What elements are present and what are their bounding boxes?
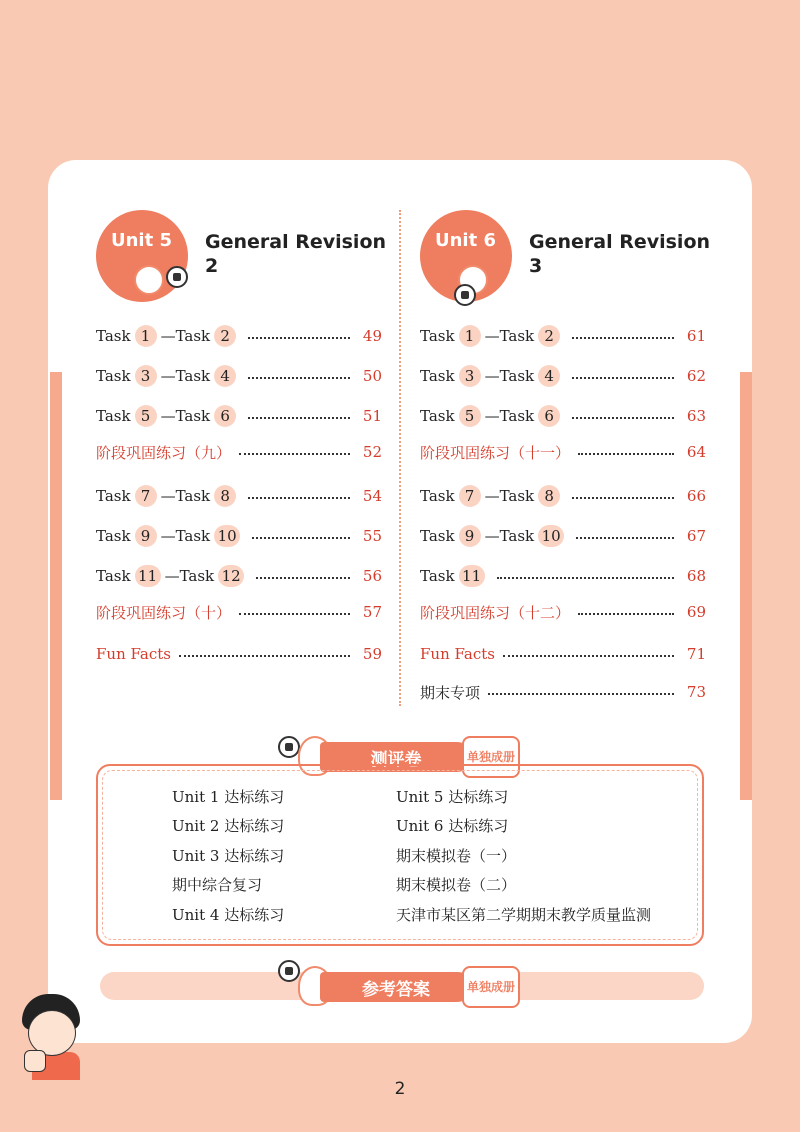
toc-entry-label bbox=[96, 365, 240, 387]
task-word: —Task bbox=[484, 487, 535, 505]
toc-entry-label bbox=[420, 365, 564, 387]
toc-entry-label bbox=[96, 485, 240, 507]
toc-entry-label bbox=[96, 525, 244, 547]
toc-row[interactable] bbox=[420, 363, 706, 389]
page-number-ref: 50 bbox=[362, 367, 382, 385]
task-word: Task bbox=[96, 327, 131, 345]
task-word: Task bbox=[96, 407, 131, 425]
dot-leader bbox=[497, 577, 674, 579]
toc-row[interactable] bbox=[420, 641, 706, 667]
toc-entry-label bbox=[420, 405, 564, 427]
soccer-ball-icon bbox=[166, 266, 188, 288]
task-number-badge: 4 bbox=[538, 365, 560, 387]
page-number-ref: 62 bbox=[686, 367, 706, 385]
toc-entry-label: 期末专项 bbox=[420, 683, 481, 702]
quiz-item[interactable]: Unit 5 达标练习 bbox=[396, 788, 509, 806]
dot-leader bbox=[576, 537, 674, 539]
page-number-ref: 69 bbox=[686, 603, 706, 621]
task-number-badge: 7 bbox=[459, 485, 481, 507]
page-number-ref: 57 bbox=[362, 603, 382, 621]
toc-entry-label: 阶段巩固练习（十二） bbox=[420, 603, 571, 622]
toc-entry-label bbox=[420, 485, 564, 507]
task-word: —Task bbox=[160, 407, 211, 425]
task-number-badge: 5 bbox=[459, 405, 481, 427]
toc-row[interactable] bbox=[96, 599, 382, 625]
quiz-item[interactable]: 期末模拟卷（一） bbox=[396, 847, 517, 865]
page-number-ref: 71 bbox=[686, 645, 706, 663]
task-number-badge: 10 bbox=[538, 525, 564, 547]
dot-leader bbox=[248, 417, 350, 419]
task-number-badge: 10 bbox=[214, 525, 240, 547]
page-number-ref: 54 bbox=[362, 487, 382, 505]
quiz-item[interactable]: Unit 2 达标练习 bbox=[172, 817, 285, 835]
task-word: Task bbox=[96, 527, 131, 545]
toc-entry-label: 阶段巩固练习（九） bbox=[96, 443, 232, 462]
toc-entry-label bbox=[420, 565, 489, 587]
task-number-badge: 8 bbox=[214, 485, 236, 507]
quiz-item[interactable]: Unit 4 达标练习 bbox=[172, 906, 285, 924]
task-word: —Task bbox=[484, 367, 535, 385]
toc-row[interactable] bbox=[420, 403, 706, 429]
task-number-badge: 1 bbox=[135, 325, 157, 347]
toc-row[interactable] bbox=[420, 323, 706, 349]
dot-leader bbox=[572, 337, 674, 339]
quiz-item[interactable]: Unit 1 达标练习 bbox=[172, 788, 285, 806]
dot-leader bbox=[248, 377, 350, 379]
task-word: —Task bbox=[160, 367, 211, 385]
task-word: —Task bbox=[484, 527, 535, 545]
dot-leader bbox=[578, 453, 674, 455]
page-number-ref: 63 bbox=[686, 407, 706, 425]
task-word: —Task bbox=[160, 487, 211, 505]
toc-row[interactable] bbox=[96, 563, 382, 589]
separate-booklet-tag: 单独成册 bbox=[462, 736, 520, 778]
page-number-ref: 51 bbox=[362, 407, 382, 425]
soccer-ball-icon bbox=[454, 284, 476, 306]
task-word: Task bbox=[420, 527, 455, 545]
task-word: Task bbox=[96, 487, 131, 505]
page-number-ref: 55 bbox=[362, 527, 382, 545]
quiz-section-title: 测评卷 bbox=[320, 742, 472, 772]
task-word: Task bbox=[420, 407, 455, 425]
task-number-badge: 6 bbox=[214, 405, 236, 427]
page-number-ref: 73 bbox=[686, 683, 706, 701]
dot-leader bbox=[572, 417, 674, 419]
page-number-ref: 49 bbox=[362, 327, 382, 345]
toc-row[interactable] bbox=[96, 323, 382, 349]
task-number-badge: 5 bbox=[135, 405, 157, 427]
toc-row[interactable] bbox=[96, 363, 382, 389]
toc-row[interactable] bbox=[420, 563, 706, 589]
toc-row[interactable] bbox=[420, 483, 706, 509]
task-number-badge: 4 bbox=[214, 365, 236, 387]
unit-6-title: General Revision 3 bbox=[529, 231, 711, 277]
task-number-badge: 9 bbox=[459, 525, 481, 547]
task-word: Task bbox=[96, 567, 131, 585]
dot-leader bbox=[503, 655, 674, 657]
soccer-ball-icon bbox=[278, 960, 300, 982]
task-number-badge: 9 bbox=[135, 525, 157, 547]
toc-entry-label: 阶段巩固练习（十一） bbox=[420, 443, 571, 462]
task-number-badge: 3 bbox=[135, 365, 157, 387]
separate-booklet-tag: 单独成册 bbox=[462, 966, 520, 1008]
dot-leader bbox=[248, 337, 350, 339]
unit-5-label: Unit 5 bbox=[111, 230, 172, 251]
page-number-ref: 59 bbox=[362, 645, 382, 663]
task-number-badge: 6 bbox=[538, 405, 560, 427]
toc-entry-label bbox=[96, 405, 240, 427]
dot-leader bbox=[256, 577, 350, 579]
task-word: Task bbox=[420, 487, 455, 505]
task-number-badge: 2 bbox=[538, 325, 560, 347]
page-number-ref: 68 bbox=[686, 567, 706, 585]
task-number-badge: 7 bbox=[135, 485, 157, 507]
dot-leader bbox=[572, 377, 674, 379]
task-number-badge: 11 bbox=[459, 565, 485, 587]
task-number-badge: 2 bbox=[214, 325, 236, 347]
task-word: —Task bbox=[160, 527, 211, 545]
quiz-item[interactable]: 天津市某区第二学期期末教学质量监测 bbox=[396, 906, 652, 924]
dot-leader bbox=[248, 497, 350, 499]
dot-leader bbox=[578, 613, 674, 615]
unit-6-badge bbox=[420, 210, 512, 302]
task-number-badge: 1 bbox=[459, 325, 481, 347]
task-word: Task bbox=[96, 367, 131, 385]
task-word: Task bbox=[420, 367, 455, 385]
answers-section-title: 参考答案 bbox=[320, 972, 472, 1002]
dot-leader bbox=[252, 537, 350, 539]
answers-section-header bbox=[298, 966, 520, 1002]
soccer-ball-icon bbox=[278, 736, 300, 758]
task-number-badge: 8 bbox=[538, 485, 560, 507]
toc-entry-label bbox=[96, 325, 240, 347]
column-divider bbox=[399, 210, 401, 706]
page-number-ref: 66 bbox=[686, 487, 706, 505]
dinosaur-mascot-icon bbox=[134, 265, 164, 295]
right-side-tab bbox=[740, 372, 752, 800]
dot-leader bbox=[239, 613, 350, 615]
toc-entry-label bbox=[420, 525, 568, 547]
toc-entry-label bbox=[96, 565, 248, 587]
quiz-item[interactable]: Unit 6 达标练习 bbox=[396, 817, 509, 835]
page-number: 2 bbox=[394, 1079, 406, 1099]
page-number-ref: 61 bbox=[686, 327, 706, 345]
page-number-ref: 56 bbox=[362, 567, 382, 585]
task-number-badge: 12 bbox=[218, 565, 244, 587]
task-word: —Task bbox=[160, 327, 211, 345]
quiz-item[interactable]: 期中综合复习 bbox=[172, 876, 263, 894]
task-word: Task bbox=[420, 567, 455, 585]
toc-row[interactable] bbox=[420, 679, 706, 705]
toc-row[interactable] bbox=[420, 439, 706, 465]
dot-leader bbox=[572, 497, 674, 499]
toc-entry-label bbox=[420, 325, 564, 347]
toc-row[interactable] bbox=[96, 641, 382, 667]
task-word: Task bbox=[420, 327, 455, 345]
toc-entry-label: Fun Facts bbox=[420, 645, 495, 663]
quiz-item[interactable]: 期末模拟卷（二） bbox=[396, 876, 517, 894]
toc-row[interactable] bbox=[420, 599, 706, 625]
toc-row[interactable] bbox=[96, 403, 382, 429]
task-word: —Task bbox=[484, 327, 535, 345]
toc-entry-label: 阶段巩固练习（十） bbox=[96, 603, 232, 622]
page-number-ref: 67 bbox=[686, 527, 706, 545]
task-number-badge: 3 bbox=[459, 365, 481, 387]
page-number-ref: 64 bbox=[686, 443, 706, 461]
toc-row[interactable] bbox=[96, 523, 382, 549]
task-word: —Task bbox=[164, 567, 215, 585]
toc-row[interactable] bbox=[420, 523, 706, 549]
page-number-ref: 52 bbox=[362, 443, 382, 461]
boy-thumbs-up-illustration bbox=[18, 990, 84, 1082]
unit-5-title: General Revision 2 bbox=[205, 231, 387, 277]
unit-6-label: Unit 6 bbox=[435, 230, 496, 251]
quiz-item[interactable]: Unit 3 达标练习 bbox=[172, 847, 285, 865]
dot-leader bbox=[488, 693, 674, 695]
task-word: —Task bbox=[484, 407, 535, 425]
task-number-badge: 11 bbox=[135, 565, 161, 587]
toc-entry-label: Fun Facts bbox=[96, 645, 171, 663]
toc-row[interactable] bbox=[96, 483, 382, 509]
unit-5-badge bbox=[96, 210, 188, 302]
left-side-tab bbox=[50, 372, 62, 800]
dot-leader bbox=[239, 453, 350, 455]
toc-row[interactable] bbox=[96, 439, 382, 465]
dot-leader bbox=[179, 655, 350, 657]
